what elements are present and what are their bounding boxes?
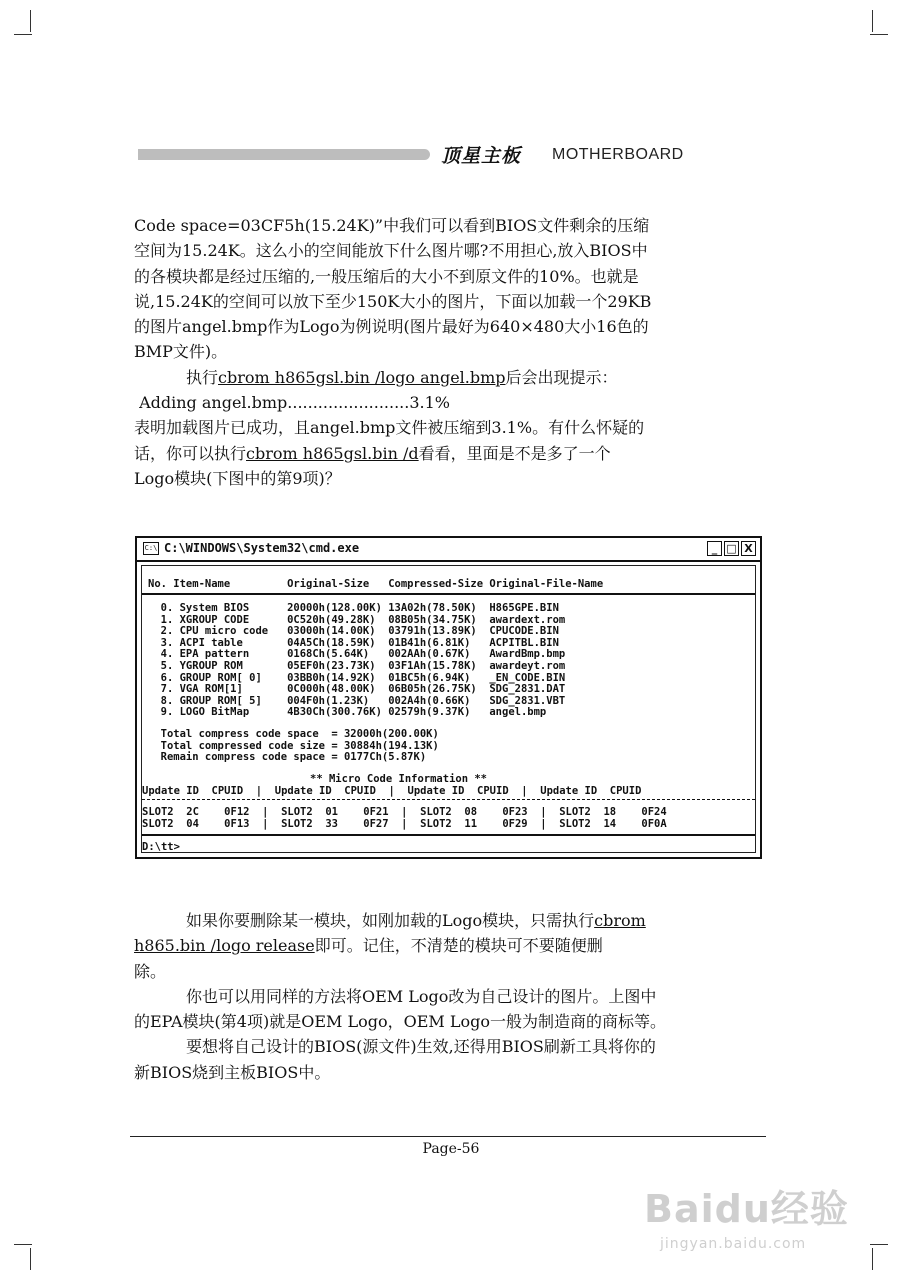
module-row: 2. CPU micro code 03000h(14.00K) 03791h(13.89K) CPUCODE.BIN	[148, 625, 559, 638]
module-row: 5. YGROUP ROM 05EF0h(23.73K) 03F1Ah(15.78K) awardeyt.rom	[148, 660, 566, 672]
crop-mark	[30, 10, 31, 32]
console-output	[141, 565, 756, 853]
micro-code-row: SLOT2 04 0F13 | SLOT2 33 0F27 | SLOT2 11 0F29 | SLOT2 14 0F0A	[142, 817, 667, 830]
exec-command: cbrom h865gsl.bin /logo angel.bmp	[218, 367, 506, 387]
intro-line: 说,15.24K的空间可以放下至少150K大小的图片，下面以加载一个29KB	[134, 291, 652, 311]
total-line: Remain compress code space = 0177Ch(5.87K)	[148, 751, 427, 764]
intro-line: 的图片angel.bmp作为Logo为例说明(图片最好为640×480大小16色的	[134, 317, 649, 337]
result-suffix: 看看，里面是不是多了一个	[418, 443, 611, 463]
header-bar	[138, 149, 430, 160]
exec-prefix: 执行	[186, 367, 219, 387]
adding-output: Adding angel.bmp........................3.1%	[134, 393, 450, 413]
micro-code-title: ** Micro Code Information **	[310, 773, 488, 785]
console-icon: C:\	[143, 542, 159, 555]
table-divider	[142, 593, 755, 596]
remove-prefix: 如果你要删除某一模块，如刚加载的Logo模块，只需执行	[186, 911, 595, 930]
micro-code-header: Update ID CPUID | Update ID CPUID | Update ID CPUID | Update ID CPUID	[142, 784, 642, 797]
module-row: 9. LOGO BitMap 4B30Ch(300.76K) 02579h(9.37K) angel.bmp	[148, 706, 547, 719]
brand-title-en: MOTHERBOARD	[552, 146, 684, 163]
crop-mark	[872, 1248, 873, 1270]
intro-line: 空间为15.24K。这么小的空间能放下什么图片哪?不用担心,放入BIOS中	[134, 241, 648, 261]
cmd-title: C:\WINDOWS\System32\cmd.exe	[164, 541, 360, 555]
module-row: 0. System BIOS 20000h(128.00K) 13A02h(78.50K) H865GPE.BIN	[148, 602, 559, 614]
result-line: 表明加载图片已成功，且angel.bmp文件被压缩到3.1%。有什么怀疑的	[134, 418, 645, 438]
cmd-titlebar	[137, 538, 760, 562]
brand-title-cn: 顶星主板	[441, 145, 522, 167]
remove-line-3: 除。	[134, 961, 167, 981]
module-row: 6. GROUP ROM[ 0] 03BB0h(14.92K) 01BC5h(6.94K) _EN_CODE.BIN	[148, 671, 566, 684]
micro-divider	[142, 799, 755, 800]
result-line: Logo模块(下图中的第9项)？	[134, 468, 341, 488]
burn-line-1: 要想将自己设计的BIOS(源文件)生效,还得用BIOS刷新工具将你的	[186, 1037, 656, 1057]
total-line: Total compress code space = 32000h(200.00K)	[148, 728, 439, 740]
console-divider	[142, 834, 755, 837]
maximize-button[interactable]: □	[724, 541, 739, 556]
remove-command-end: h865.bin /logo release	[134, 936, 315, 956]
module-row: 7. VGA ROM[1] 0C000h(48.00K) 06B05h(26.75K) SDG_2831.DAT	[148, 683, 566, 696]
micro-code-row: SLOT2 2C 0F12 | SLOT2 01 0F21 | SLOT2 08 0F23 | SLOT2 18 0F24	[142, 806, 667, 818]
crop-mark	[14, 1244, 32, 1245]
crop-mark	[870, 1244, 888, 1245]
crop-mark	[870, 34, 888, 35]
result-prefix: 话，你可以执行	[134, 443, 247, 463]
remove-line-2	[134, 933, 760, 958]
page-number: Page-56	[422, 1141, 480, 1157]
remove-suffix: 即可。记住，不清楚的模块可不要随便删	[314, 936, 603, 956]
crop-mark	[14, 34, 32, 35]
module-row: 4. EPA pattern 0168Ch(5.64K) 002AAh(0.67K) AwardBmp.bmp	[148, 648, 566, 661]
intro-line: 的各模块都是经过压缩的,一般压缩后的大小不到原文件的10%。也就是	[134, 266, 639, 286]
crop-mark	[872, 10, 873, 32]
watermark-url: jingyan.baidu.com	[660, 1236, 807, 1252]
intro-paragraph	[134, 213, 760, 491]
watermark-logo: Baidu经验	[644, 1187, 849, 1231]
total-line: Total compressed code size = 30884h(194.13K)	[148, 739, 439, 752]
burn-line-2: 新BIOS烧到主板BIOS中。	[134, 1062, 331, 1082]
footer-rule	[130, 1136, 766, 1137]
exec-suffix: 后会出现提示：	[505, 367, 618, 387]
minimize-button[interactable]: _	[707, 541, 722, 556]
console-prompt: D:\tt>	[142, 841, 180, 853]
oem-line-2: 的EPA模块(第4项)就是OEM Logo，OEM Logo一般为制造商的商标等。	[134, 1012, 666, 1032]
remove-paragraph	[134, 908, 760, 1085]
intro-line: Code space=03CF5h(15.24K)”中我们可以看到BIOS文件剩余的压缩	[134, 216, 650, 235]
oem-line-1: 你也可以用同样的方法将OEM Logo改为自己设计的图片。上图中	[186, 986, 657, 1006]
exec-line	[134, 365, 760, 390]
watermark	[644, 1178, 849, 1233]
crop-mark	[30, 1248, 31, 1270]
module-row: 8. GROUP ROM[ 5] 004F0h(1.23K) 002A4h(0.66K) SDG_2831.VBT	[148, 694, 566, 707]
table-header: No. Item-Name Original-Size Compressed-Size Original-File-Name	[148, 578, 604, 590]
remove-command-start: cbrom	[594, 911, 646, 930]
result-line-2	[134, 441, 760, 466]
remove-line-1	[134, 908, 760, 933]
module-row: 3. ACPI table 04A5Ch(18.59K) 01B41h(6.81K) ACPITBL.BIN	[148, 636, 559, 649]
module-row: 1. XGROUP CODE 0C520h(49.28K) 08B05h(34.75K) awardext.rom	[148, 613, 566, 626]
close-button[interactable]: X	[741, 541, 756, 556]
intro-line: BMP文件)。	[134, 342, 228, 362]
dump-command: cbrom h865gsl.bin /d	[246, 443, 419, 463]
cmd-window	[135, 536, 762, 859]
